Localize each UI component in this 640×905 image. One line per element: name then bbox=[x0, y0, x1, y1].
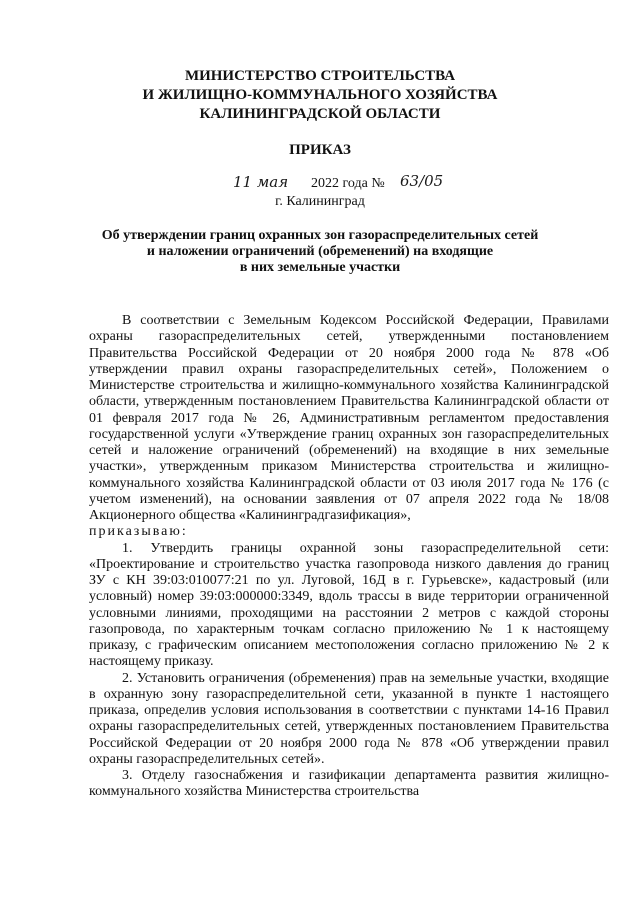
handwritten-date: 11 мая bbox=[233, 173, 289, 191]
header-line-1: МИНИСТЕРСТВО СТРОИТЕЛЬСТВА bbox=[184, 68, 456, 84]
preamble-paragraph: В соответствии с Земельным Кодексом Российской Федерации, Правилами охраны газораспределительных сетей, утвержденными постановлением Правительства Российской Федерации от 20 ноября 2000 года № 878 «Об утверждении правил охраны газораспределительных сетей», Положением о Министерстве строительства и жилищно-коммунального хозяйства Калининградской области, утвержденным постановлением Правительства Калининградской области от 01 февраля 2017 года № 26, Административным регламентом предоставления государственной услуги «Утверждение границ охранных зон газораспределительных сетей и наложение ограничений (обременений) на входящие в них земельные участки», утвержденным приказом Министерства строительства и жилищно-коммунального хозяйства Калининградской области от 03 июля 2017 года № 176 (с учетом изменений), на основании заявления от 07 апреля 2022 года № 18/08 Акционерного общества «Калининградгазификация», bbox=[89, 313, 609, 523]
header-line-3: КАЛИНИНГРАДСКОЙ ОБЛАСТИ bbox=[199, 106, 441, 122]
subject-line-2: и наложении ограничений (обременений) на входящие bbox=[146, 244, 494, 259]
ministry-header bbox=[0, 67, 640, 124]
city-line: г. Калининград bbox=[275, 194, 365, 209]
doc-type-title: ПРИКАЗ bbox=[289, 142, 351, 158]
subject-line-3: в них земельные участки bbox=[239, 260, 401, 275]
year-label: 2022 года № bbox=[311, 176, 385, 191]
item-3-paragraph: 3. Отделу газоснабжения и газификации департамента развития жилищно-коммунального хозяйства Министерства строительства bbox=[89, 768, 609, 800]
subject-heading bbox=[100, 228, 540, 276]
header-line-2: И ЖИЛИЩНО-КОММУНАЛЬНОГО ХОЗЯЙСТВА bbox=[142, 87, 498, 103]
document-body bbox=[89, 313, 609, 801]
item-1-paragraph: 1. Утвердить границы охранной зоны газораспределительной сети: «Проектирование и строительство участка газопровода низкого давления до границ ЗУ с КН 39:03:010077:21 по ул. Луговой, 16Д в г. Гурьевске», кадастровый (или условный) номер 39:03:000000:3349, вдоль трассы в виде территории ограниченной условными линиями, проходящими на расстоянии 2 метров с каждой стороны газопровода, по характерным точкам согласно приложению № 1 к настоящему приказу, с графическим описанием местоположения согласно приложению № 2 к настоящему приказу. bbox=[89, 540, 609, 670]
item-2-paragraph: 2. Установить ограничения (обременения) прав на земельные участки, входящие в охранную зону газораспределительной сети, указанной в пункте 1 настоящего приказа, определив условия использования в соответствии с пунктами 14-16 Правил охраны газораспределительных сетей, утвержденных постановлением Правительства Российской Федерации от 20 ноября 2000 года № 878 «Об утверждении правил охраны газораспределительных сетей». bbox=[89, 670, 609, 767]
handwritten-number: 63/05 bbox=[400, 172, 444, 190]
order-word: приказываю: bbox=[89, 524, 188, 540]
subject-line-1: Об утверждении границ охранных зон газораспределительных сетей bbox=[101, 228, 539, 243]
